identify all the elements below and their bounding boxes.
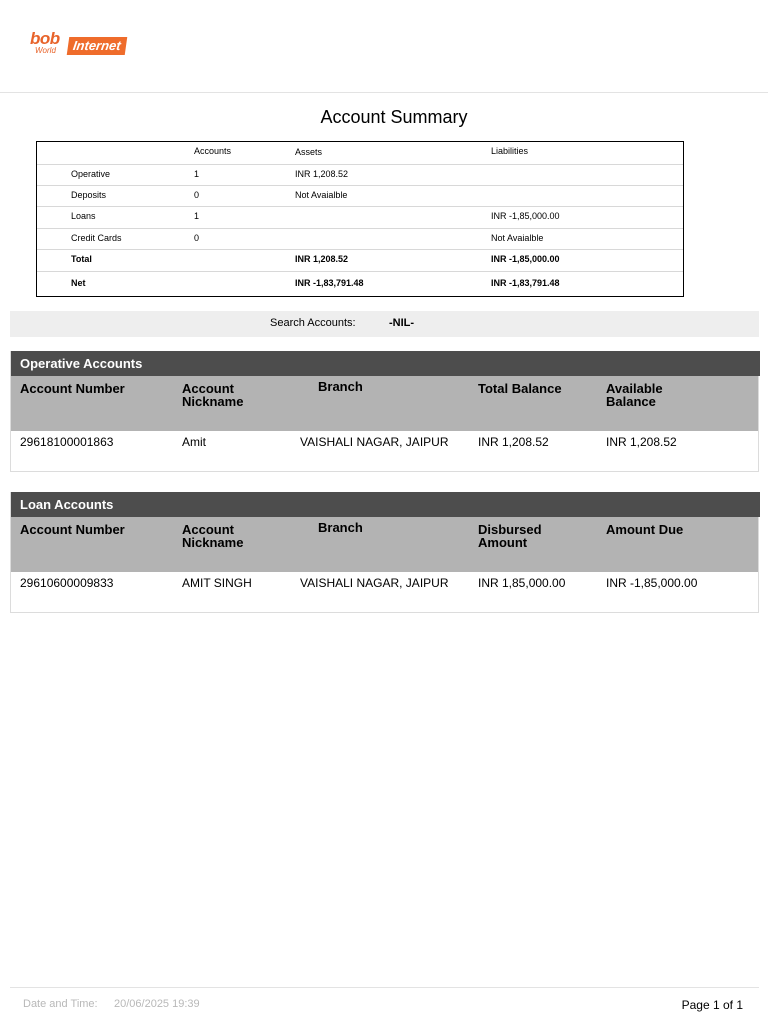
column-header-account-number: Account Number — [20, 522, 125, 537]
column-header-account-number: Account Number — [20, 381, 125, 396]
date-time-value: 20/06/2025 19:39 — [114, 998, 200, 1010]
summary-row-accounts: 0 — [194, 233, 200, 243]
bob-world-internet-logo[interactable] — [30, 31, 140, 61]
summary-row-label: Loans — [71, 211, 96, 221]
summary-row-label: Credit Cards — [71, 233, 122, 243]
column-header-account-nickname: Account Nickname — [182, 381, 244, 409]
summary-row-assets: INR 1,208.52 — [295, 169, 349, 179]
search-accounts-label: Search Accounts: — [270, 317, 356, 329]
page-footer — [10, 987, 759, 1024]
total-balance-cell: INR 1,208.52 — [478, 435, 549, 449]
summary-row-assets: INR 1,208.52 — [295, 254, 349, 264]
column-header-account-nickname: Account Nickname — [182, 522, 244, 550]
page-title: Account Summary — [320, 107, 468, 127]
logo-bob-text: bob — [30, 29, 60, 48]
summary-row-liabilities: Not Avaialble — [491, 233, 544, 243]
page-header — [0, 0, 768, 93]
available-balance-cell: INR 1,208.52 — [606, 435, 677, 449]
account-number-cell[interactable]: 29618100001863 — [20, 435, 114, 449]
summary-row-credit-cards — [37, 229, 683, 250]
loan-accounts-section — [10, 492, 759, 613]
logo-world-text: World — [35, 46, 56, 55]
summary-row-accounts: 0 — [194, 190, 200, 200]
table-header-row — [11, 376, 758, 431]
column-header-branch: Branch — [318, 379, 363, 394]
operative-accounts-section — [10, 351, 759, 472]
table-header-row — [11, 517, 758, 572]
amount-due-cell: INR -1,85,000.00 — [606, 576, 698, 590]
summary-row-accounts: 1 — [194, 169, 200, 179]
summary-row-liabilities: INR -1,85,000.00 — [491, 254, 560, 264]
search-accounts-bar — [10, 311, 759, 337]
summary-row-liabilities: INR -1,85,000.00 — [491, 211, 560, 221]
search-accounts-value: -NIL- — [389, 317, 415, 329]
summary-row-label: Operative — [71, 169, 111, 179]
account-summary-table — [36, 141, 684, 297]
summary-row-label: Total — [71, 254, 92, 264]
summary-header-accounts: Accounts — [194, 146, 232, 156]
column-header-amount-due: Amount Due — [606, 522, 684, 537]
summary-row-deposits — [37, 186, 683, 207]
account-number-cell[interactable]: 29610600009833 — [20, 576, 114, 590]
disbursed-amount-cell: INR 1,85,000.00 — [478, 576, 566, 590]
summary-header-row — [37, 142, 683, 165]
summary-row-total — [37, 250, 683, 272]
column-header-total-balance: Total Balance — [478, 381, 562, 396]
account-nickname-cell: Amit — [182, 435, 206, 449]
summary-row-net — [37, 272, 683, 297]
table-row[interactable] — [11, 572, 758, 612]
column-header-branch: Branch — [318, 520, 363, 535]
logo-internet-badge: Internet — [67, 37, 127, 55]
summary-row-liabilities: INR -1,83,791.48 — [491, 278, 560, 288]
summary-header-assets: Assets — [295, 147, 323, 157]
section-title: Operative Accounts — [11, 351, 760, 376]
account-nickname-cell: AMIT SINGH — [182, 576, 252, 590]
summary-row-label: Deposits — [71, 190, 107, 200]
summary-row-assets: INR -1,83,791.48 — [295, 278, 364, 288]
column-header-available-balance: Available Balance — [606, 381, 663, 409]
summary-header-liabilities: Liabilities — [491, 146, 529, 156]
summary-row-assets: Not Avaialble — [295, 190, 348, 200]
summary-row-label: Net — [71, 278, 86, 288]
summary-row-accounts: 1 — [194, 211, 200, 221]
summary-row-loans — [37, 207, 683, 229]
column-header-disbursed-amount: Disbursed Amount — [478, 522, 542, 550]
section-title: Loan Accounts — [11, 492, 760, 517]
branch-cell: VAISHALI NAGAR, JAIPUR — [300, 435, 449, 449]
date-time-label: Date and Time: — [23, 998, 98, 1010]
branch-cell: VAISHALI NAGAR, JAIPUR — [300, 576, 449, 590]
page-number: Page 1 of 1 — [681, 998, 743, 1012]
table-row[interactable] — [11, 431, 758, 471]
summary-row-operative — [37, 165, 683, 186]
